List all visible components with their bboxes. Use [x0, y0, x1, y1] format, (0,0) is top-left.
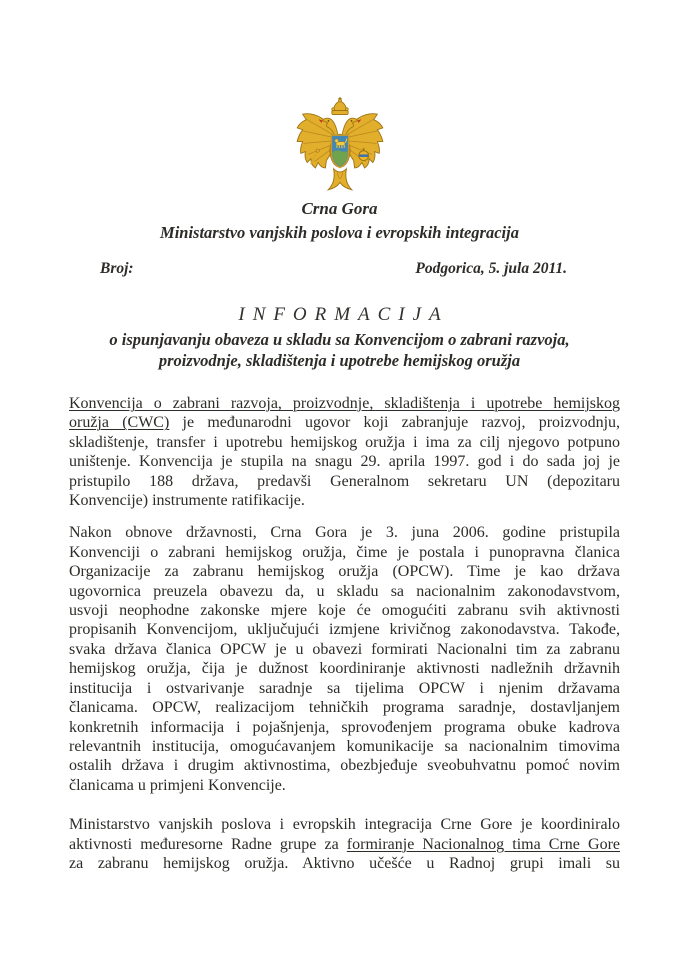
body-line [69, 718, 620, 737]
text-segment: Konvenciji o zabrani hemijskog oružja, čime je postala i punopravna članica [69, 543, 620, 561]
body-line [69, 472, 620, 491]
text-segment: članicama. OPCW, realizacijom tehničkih programa saradnje, dostavljanjem [69, 699, 620, 717]
text-segment: usvoji neophodne zakonske mjere koje će omogućiti zabranu svih aktivnosti [69, 602, 620, 620]
text-segment: ugovornica preuzela obavezu da, u skladu sa nacionalnim zakonodavstvom, [69, 582, 620, 600]
body-line [69, 679, 620, 698]
body-line [69, 776, 620, 795]
text-segment: aktivnosti međuresorne Radne grupe za [69, 835, 347, 853]
body-line [69, 737, 620, 756]
shield [331, 135, 348, 167]
text-segment: Ministarstvo vanjskih poslova i evropskih integracija Crne Gore je koordiniralo [69, 816, 620, 834]
country-name: Crna Gora [301, 199, 378, 218]
body-line [69, 835, 620, 854]
paragraph [69, 523, 620, 795]
text-segment: institucija i ostvarivanje saradnje sa tijelima OPCW i njenim državama [69, 679, 620, 697]
body-line [69, 620, 620, 639]
paragraph [69, 815, 620, 873]
body-line [69, 433, 620, 452]
body-line [69, 523, 620, 542]
text-segment: Organizacije za zabranu hemijskog oružja (OPCW). Time je kao država [69, 563, 620, 581]
subtitle-line-2: proizvodnje, skladištenja i upotrebe hemijskog oružja [158, 351, 521, 370]
underlined-text-segment: oružja (CWC) [69, 414, 170, 432]
crown-icon [331, 97, 348, 115]
underlined-text-segment: formiranje Nacionalnog tima Crne Gore [346, 835, 621, 853]
text-segment: je međunarodni ugovor koji zabranjuje razvoj, proizvodnju, [169, 414, 621, 432]
text-segment: ostalih država i drugim aktivnostima, obezbjeđuje sveobuhvatnu pomoć novim [69, 757, 620, 775]
text-segment: za zabranu hemijskog oružja. Aktivno učešće u Radnoj grupi imali su [69, 854, 620, 872]
underlined-text-segment: Konvencija o zabrani razvoja, proizvodnje, skladištenja i upotrebe hemijskog [69, 395, 620, 412]
body-line [69, 491, 620, 510]
body-line [69, 659, 620, 678]
document-body [69, 394, 620, 873]
document-subtitle [0, 329, 679, 371]
body-line [69, 543, 620, 562]
document-number-label: Broj: [100, 260, 134, 277]
text-segment: Nakon obnove državnosti, Crna Gora je 3. juna 2006. godine pristupila [69, 524, 620, 542]
text-segment: propisanih Konvencijom, uključujući izmjene krivičnog zakonodavstva. Takođe, [69, 621, 620, 639]
subtitle-line-1: o ispunjavanju obaveza u skladu sa Konvencijom o zabrani razvoja, [109, 330, 570, 349]
text-segment: relevantnih institucija, omogućavanjem komunikacije sa nacionalnim timovima [69, 737, 620, 755]
body-line [69, 413, 620, 432]
body-line [69, 394, 620, 413]
paragraph [69, 394, 620, 510]
document-title: INFORMACIJA [238, 304, 449, 325]
body-line [69, 640, 620, 659]
body-line [69, 698, 620, 717]
text-segment: Konvencije) instrumente ratifikacije. [69, 492, 305, 510]
body-line [69, 854, 620, 873]
document-meta-row [100, 259, 567, 278]
body-line [69, 582, 620, 601]
montenegro-coat-of-arms-icon [293, 96, 387, 198]
text-segment: uništenje. Konvencija je stupila na snagu 29. aprila 1997. god i do sada joj je [69, 453, 620, 471]
text-segment: skladištenje, transfer i upotrebu hemijskog oružja i ima za cilj njegovo potpuno [69, 433, 620, 451]
ministry-name: Ministarstvo vanjskih poslova i evropskih integracija [160, 223, 519, 242]
text-segment: svaka država članica OPCW je u obavezi formirati Nacionalni tim za zabranu [69, 640, 620, 658]
text-segment: članicama u primjeni Konvencije. [69, 776, 286, 794]
text-segment: hemijskog oružja, čija je dužnost koordiniranje aktivnosti nadležnih državnih [69, 660, 620, 678]
body-line [69, 815, 620, 834]
body-line [69, 452, 620, 471]
body-line [69, 562, 620, 581]
body-line [69, 601, 620, 620]
text-segment: konkretnih informacija i pojašnjenja, sprovođenjem programa obuke kadrova [69, 718, 620, 736]
text-segment: pristupilo 188 država, predavši Generalnom sekretaru UN (depozitaru [69, 472, 620, 490]
eagle-tail [328, 169, 352, 190]
dateline: Podgorica, 5. jula 2011. [415, 260, 567, 277]
body-line [69, 756, 620, 775]
